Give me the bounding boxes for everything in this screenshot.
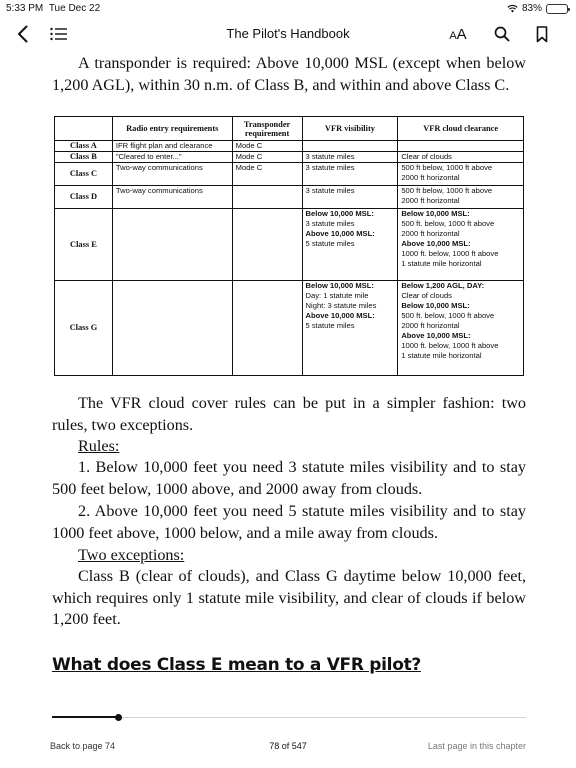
visibility-line: Below 10,000 MSL: — [305, 281, 374, 290]
clearance-cell — [398, 209, 524, 281]
clearance-line: Above 10,000 MSL: — [401, 239, 471, 248]
clearance-line: Below 1,200 AGL, DAY: — [401, 281, 485, 290]
clearance-line: 1 statute mile horizontal — [401, 351, 482, 360]
table-row — [55, 141, 524, 152]
class-cell: Class G — [55, 281, 113, 376]
visibility-line: Day: 1 statute mile — [305, 291, 369, 300]
clearance-cell — [398, 141, 524, 152]
class-cell: Class A — [55, 141, 113, 152]
reader-toolbar — [0, 20, 576, 48]
transponder-cell: Mode C — [232, 163, 302, 186]
rules-heading: Rules: — [78, 437, 120, 455]
visibility-cell — [302, 186, 398, 209]
text-size-large-a: A — [456, 25, 467, 43]
visibility-cell — [302, 152, 398, 163]
table-header-row — [55, 117, 524, 141]
vfr-requirements-table — [54, 116, 524, 376]
clearance-line: 2000 ft horizontal — [401, 229, 460, 238]
exceptions-label — [52, 545, 526, 567]
battery-icon — [546, 4, 568, 14]
exceptions-paragraph: Class B (clear of clouds), and Class G daytime below 10,000 feet, which requires only 1 statute mile visibility, and clear of clouds if below 1,200 feet. — [52, 567, 526, 628]
transponder-cell — [232, 209, 302, 281]
clearance-line: Below 10,000 MSL: — [401, 209, 470, 218]
table-header-clearance: VFR cloud clearance — [398, 117, 524, 141]
clearance-line: 1000 ft. below, 1000 ft above — [401, 249, 499, 258]
back-to-page-link[interactable]: Back to page 74 — [50, 741, 116, 751]
visibility-line: Above 10,000 MSL: — [305, 311, 375, 320]
radio-cell: IFR flight plan and clearance — [112, 141, 232, 152]
visibility-cell — [302, 209, 398, 281]
table-row — [55, 186, 524, 209]
status-time-date — [6, 3, 100, 14]
radio-cell: Two-way communications — [112, 163, 232, 186]
clearance-line: 2000 ft horizontal — [401, 321, 460, 330]
clearance-line: 2000 ft horizontal — [401, 196, 460, 205]
search-icon — [494, 26, 510, 42]
clearance-line: Clear of clouds — [401, 152, 452, 161]
transponder-cell: Mode C — [232, 152, 302, 163]
radio-cell — [112, 209, 232, 281]
table-row — [55, 152, 524, 163]
summary-paragraph: The VFR cloud cover rules can be put in a simpler fashion: two rules, two exceptions. — [52, 394, 526, 434]
visibility-line: 3 statute miles — [305, 186, 355, 195]
visibility-line: 5 statute miles — [305, 239, 355, 248]
status-time: 5:33 PM — [6, 3, 44, 14]
rules-label — [52, 436, 526, 458]
visibility-line: 5 statute miles — [305, 321, 355, 330]
visibility-cell — [302, 281, 398, 376]
clearance-line: 500 ft below, 1000 ft above — [401, 163, 493, 172]
radio-cell — [112, 281, 232, 376]
table-row — [55, 209, 524, 281]
rule-one: 1. Below 10,000 feet you need 3 statute miles visibility and to stay 500 feet below, 1000 above, and 2000 away from clouds. — [52, 458, 526, 498]
battery-percent: 83% — [521, 3, 542, 14]
class-cell: Class C — [55, 163, 113, 186]
visibility-line: Above 10,000 MSL: — [305, 229, 375, 238]
clearance-line: Below 10,000 MSL: — [401, 301, 470, 310]
clearance-cell — [398, 186, 524, 209]
page-scrubber-thumb[interactable] — [115, 714, 122, 721]
table-header-visibility: VFR visibility — [302, 117, 398, 141]
visibility-cell — [302, 163, 398, 186]
wifi-icon — [507, 4, 518, 13]
table-header-class — [55, 117, 113, 141]
exceptions-heading: Two exceptions: — [78, 546, 185, 564]
clearance-line: 500 ft. below, 1000 ft above — [401, 311, 495, 320]
transponder-cell: Mode C — [232, 141, 302, 152]
page-scrubber-track[interactable] — [52, 717, 526, 718]
intro-paragraph: A transponder is required: Above 10,000 MSL (except when below 1,200 AGL), within 30 n.m. of Class B, and within and above Class C. — [52, 54, 526, 94]
radio-cell: Two-way communications — [112, 186, 232, 209]
table-row — [55, 163, 524, 186]
status-date: Tue Dec 22 — [48, 3, 101, 14]
visibility-line: 3 statute miles — [305, 152, 355, 161]
clearance-line: 1000 ft. below, 1000 ft above — [401, 341, 499, 350]
clearance-line: Clear of clouds — [401, 291, 452, 300]
transponder-cell — [232, 186, 302, 209]
text-size-small-a: A — [449, 29, 457, 42]
clearance-cell — [398, 152, 524, 163]
clearance-line: 1 statute mile horizontal — [401, 259, 482, 268]
bookmark-icon — [536, 26, 548, 43]
class-cell: Class B — [55, 152, 113, 163]
class-cell: Class D — [55, 186, 113, 209]
transponder-cell — [232, 281, 302, 376]
clearance-line: 2000 ft horizontal — [401, 173, 460, 182]
clearance-line: 500 ft. below, 1000 ft above — [401, 219, 495, 228]
table-header-transponder: Transponder requirement — [232, 117, 302, 141]
visibility-line: 3 statute miles — [305, 219, 355, 228]
clearance-line: 500 ft below, 1000 ft above — [401, 186, 493, 195]
search-button[interactable] — [490, 22, 514, 46]
page-scrubber-fill — [52, 716, 118, 718]
visibility-line: Below 10,000 MSL: — [305, 209, 374, 218]
table-header-radio: Radio entry requirements — [112, 117, 232, 141]
text-size-button[interactable] — [446, 22, 470, 46]
status-bar — [0, 0, 576, 18]
rule-two: 2. Above 10,000 feet you need 5 statute miles visibility and to stay 1000 feet above, 1000 below, and a mile away from clouds. — [52, 502, 526, 542]
page-indicator: 78 of 547 — [269, 741, 307, 751]
table-row — [55, 281, 524, 376]
radio-cell: "Cleared to enter..." — [112, 152, 232, 163]
class-cell: Class E — [55, 209, 113, 281]
clearance-cell — [398, 281, 524, 376]
bookmark-button[interactable] — [532, 22, 552, 46]
clearance-cell — [398, 163, 524, 186]
visibility-cell — [302, 141, 398, 152]
table-body — [55, 141, 524, 376]
text-size-icon — [449, 26, 466, 43]
visibility-line: Night: 3 statute miles — [305, 301, 377, 310]
status-right — [507, 3, 568, 14]
clearance-line: Above 10,000 MSL: — [401, 331, 471, 340]
book-title: The Pilot's Handbook — [226, 26, 350, 41]
visibility-line: 3 statute miles — [305, 163, 355, 172]
section-heading: What does Class E mean to a VFR pilot? — [52, 655, 421, 675]
chapter-status: Last page in this chapter — [427, 741, 526, 751]
